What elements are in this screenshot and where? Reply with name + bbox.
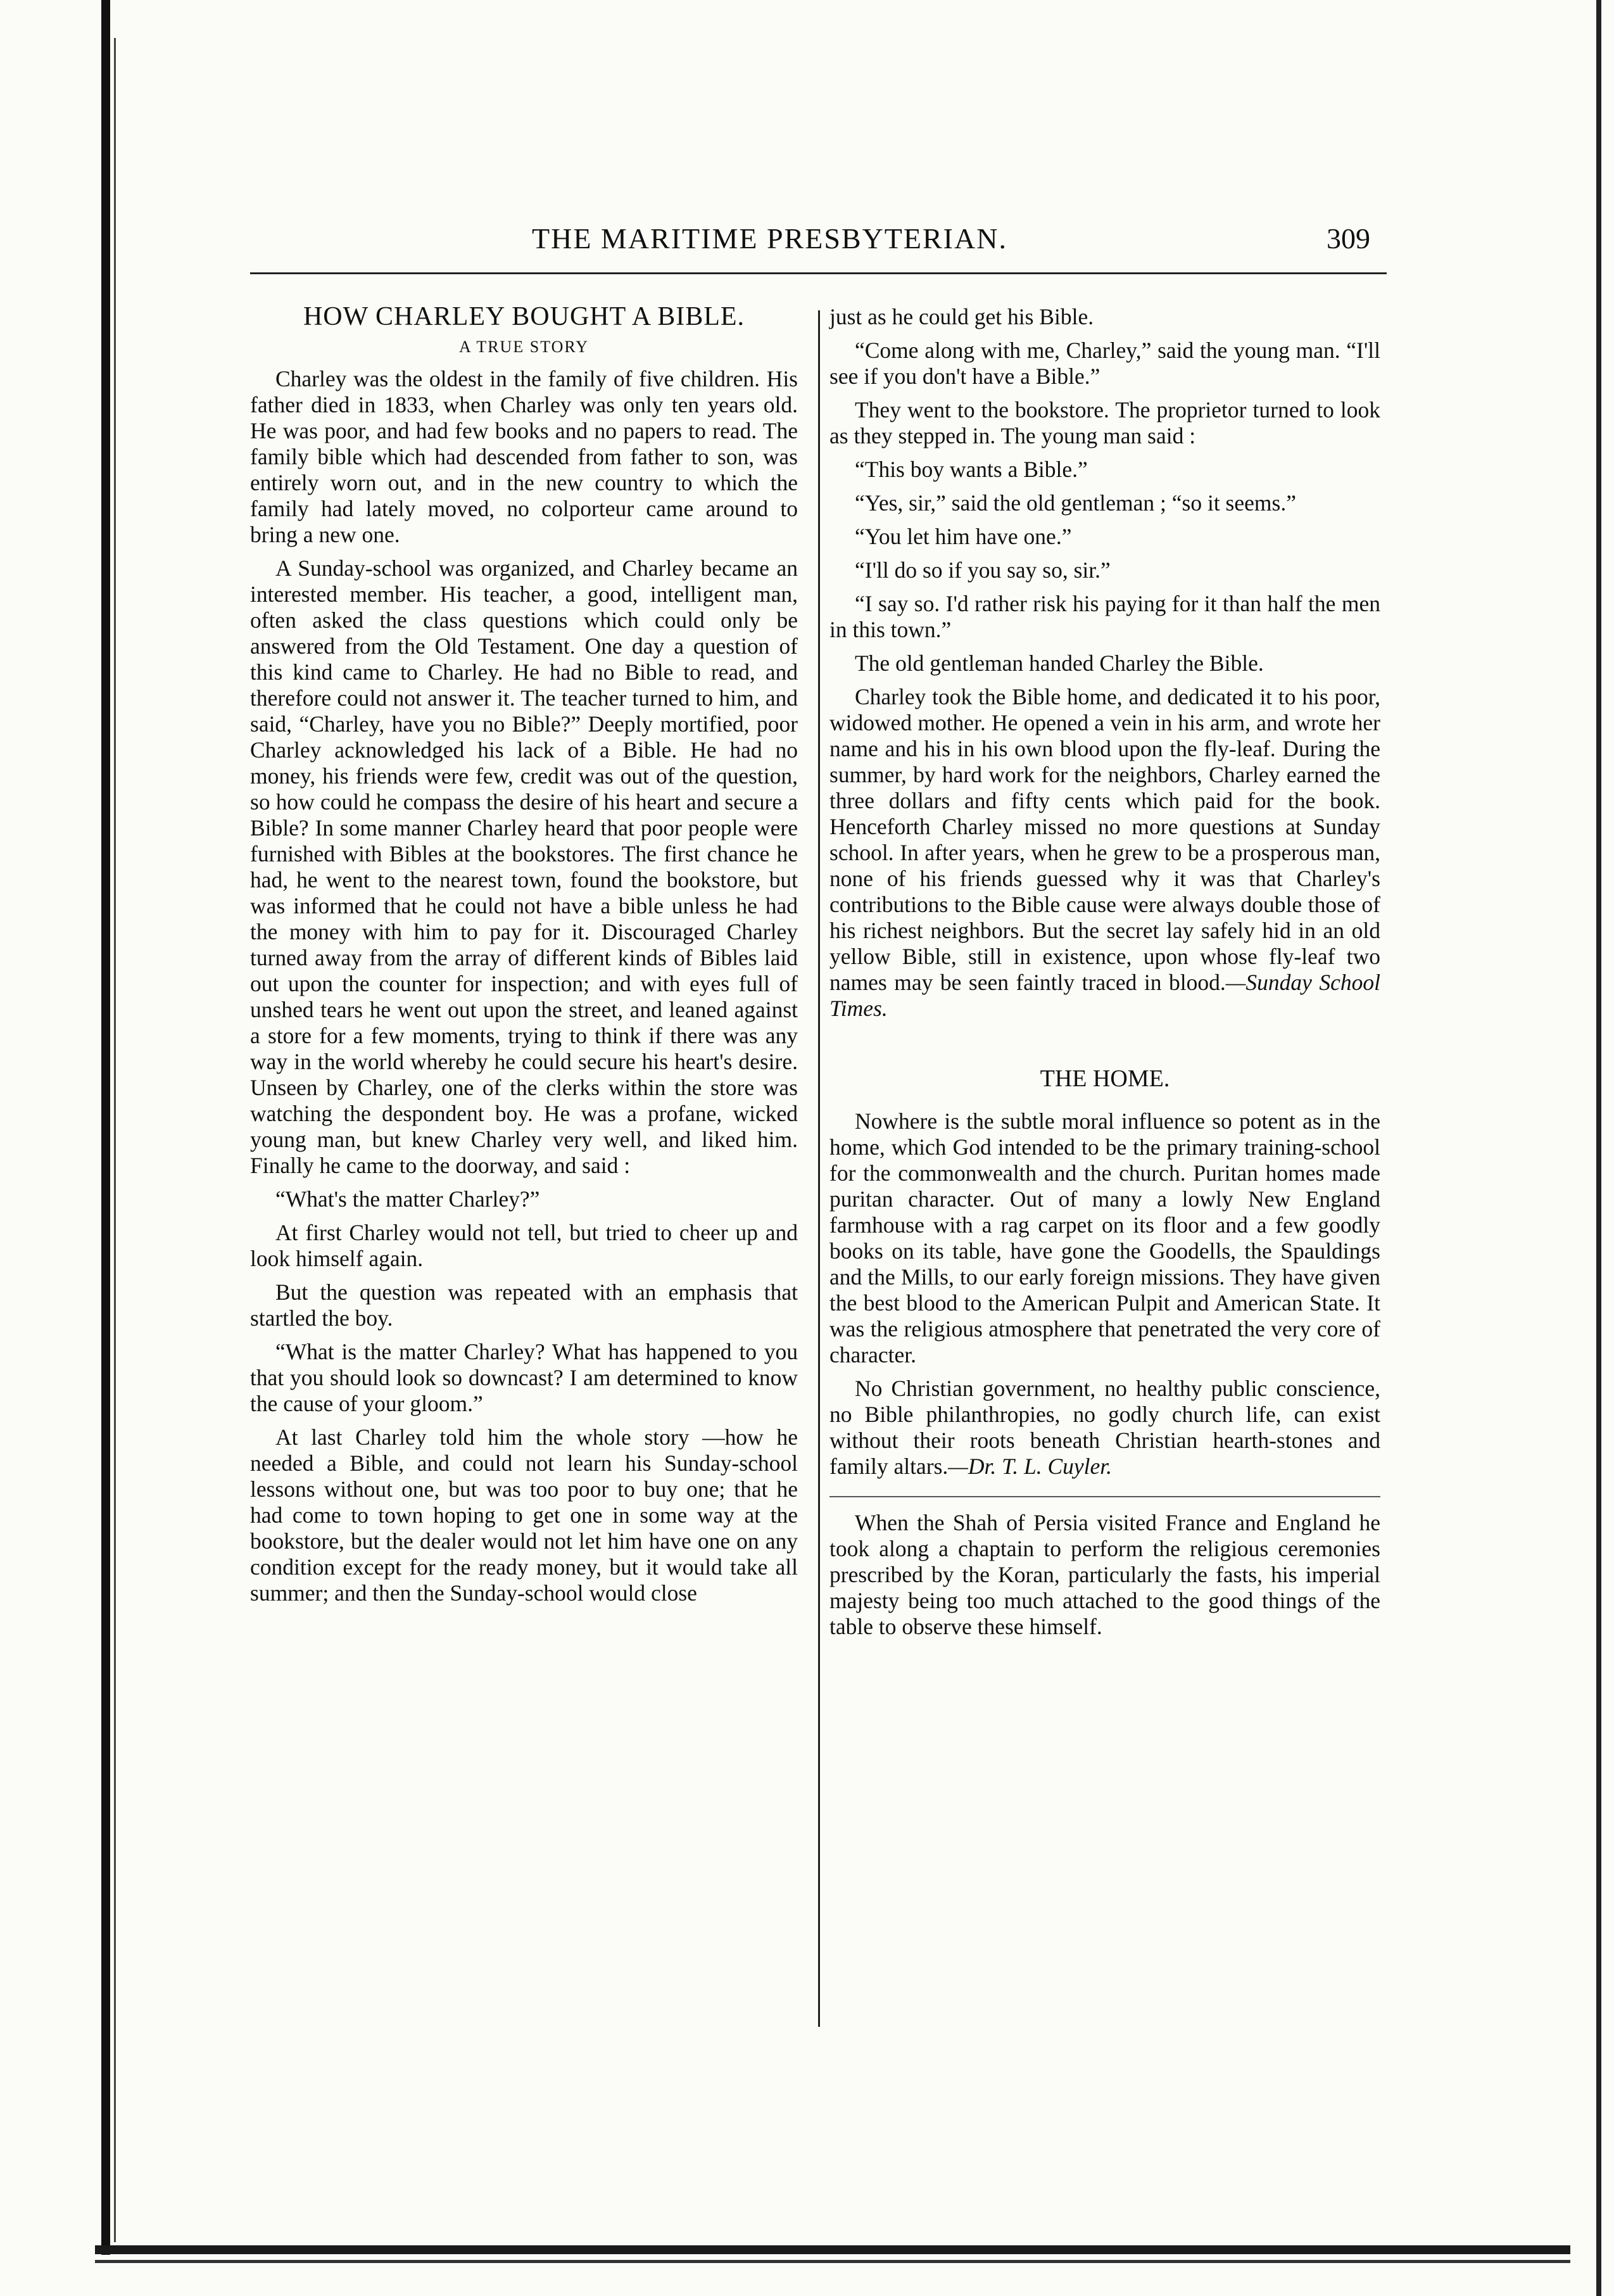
paragraph: At first Charley would not tell, but tried to cheer up and look himself again. xyxy=(250,1220,798,1271)
paragraph: “I'll do so if you say so, sir.” xyxy=(855,557,1111,583)
paragraph: “This boy wants a Bible.” xyxy=(855,457,1088,482)
paragraph: At last Charley told him the whole story —how he needed a Bible, and could not learn his Sunday-school lessons without one, but was too poor to buy one; that he had come to town hoping to get one in some way at the bookstore, but the dealer would not let him have one on any condition except for the ready money, but it would take all summer; and then the Sunday-school would close xyxy=(250,1424,798,1606)
source-credit: —Sunday School Times. xyxy=(829,970,1380,1021)
paragraph: “What is the matter Charley? What has happened to you that you should look so downcast? I am determined to know the cause of your gloom.” xyxy=(250,1339,798,1416)
binding-line-left xyxy=(114,38,116,2242)
paragraph: When the Shah of Persia visited France and England he took along a chaptain to perform the religious ceremonies prescribed by the Koran, particularly the fasts, his imperial majesty being too much attached to the good things of the table to observe these himself. xyxy=(829,1510,1380,1639)
running-title: THE MARITIME PRESBYTERIAN. xyxy=(532,222,1007,255)
page-edge-right xyxy=(1596,0,1601,2296)
bottom-border-thin xyxy=(95,2260,1570,2263)
column-divider xyxy=(818,310,820,2027)
section-title: THE HOME. xyxy=(1040,1065,1170,1092)
paragraph: “Come along with me, Charley,” said the young man. “I'll see if you don't have a Bible.” xyxy=(829,338,1380,389)
paragraph: “You let him have one.” xyxy=(855,524,1072,549)
column-right xyxy=(829,304,1380,1647)
paragraph: “What's the matter Charley?” xyxy=(275,1186,540,1212)
article-subtitle: A TRUE STORY xyxy=(458,338,589,356)
paragraph: They went to the bookstore. The proprietor turned to look as they stepped in. The young man said : xyxy=(829,397,1380,448)
paragraph: “Yes, sir,” said the old gentleman ; “so it seems.” xyxy=(855,490,1296,516)
column-left xyxy=(250,304,798,1614)
header-rule xyxy=(250,272,1387,274)
bottom-border xyxy=(95,2245,1570,2254)
paragraph: The old gentleman handed Charley the Bible. xyxy=(855,650,1264,676)
paragraph-text: No Christian government, no healthy public conscience, no Bible philanthropies, no godly church life, can exist without their roots beneath Christian hearth-stones and family altars. xyxy=(829,1376,1380,1479)
paragraph: Charley was the oldest in the family of five children. His father died in 1833, when Charley was only ten years old. He was poor, and had few books and no papers to read. The family bible which had descended from father to son, was entirely worn out, and in the new country to which the family had lately moved, no colporteur came around to bring a new one. xyxy=(250,366,798,547)
paragraph: Nowhere is the subtle moral influence so potent as in the home, which God intended to be the primary training-school for the commonwealth and the church. Puritan homes made puritan character. Out of many a lowly New England farmhouse with a rag carpet on its floor and a few goodly books on its table, have gone the Goodells, the Spauldings and the Mills, to our early foreign missions. They have given the best blood to the American Pulpit and American State. It was the religious atmosphere that penetrated the very core of character. xyxy=(829,1108,1380,1367)
separator-rule xyxy=(829,1496,1380,1497)
paragraph: A Sunday-school was organized, and Charley became an interested member. His teacher, a good, intelligent man, often asked the class questions which could only be answered from the Old Testament. One day a question of this kind came to Charley. He had no Bible to read, and therefore could not answer it. The teacher turned to him, and said, “Charley, have you no Bible?” Deeply mortified, poor Charley acknowledged his lack of a Bible. He had no money, his friends were few, credit was out of the question, so how could he compass the desire of his heart and secure a Bible? In some manner Charley heard that poor people were furnished with Bibles at the bookstores. The first chance he had, he went to the nearest town, found the bookstore, but was informed that he could not have a bible unless he had the money with him to pay for it. Discouraged Charley turned away from the array of different kinds of Bibles laid out upon the counter for inspection; and with eyes full of unshed tears he went out upon the street, and leaned against a store for a few moments, trying to think if there was any way in the world whereby he could secure his heart's desire. Unseen by Charley, one of the clerks within the store was watching the despondent boy. He was a profane, wicked young man, but knew Charley very well, and liked him. Finally he came to the doorway, and said : xyxy=(250,555,798,1178)
binding-shadow-left xyxy=(101,0,110,2255)
source-credit: —Dr. T. L. Cuyler. xyxy=(948,1454,1113,1479)
page-number: 309 xyxy=(1327,222,1370,255)
paragraph: “I say so. I'd rather risk his paying for it than half the men in this town.” xyxy=(829,591,1380,642)
article-title: HOW CHARLEY BOUGHT A BIBLE. xyxy=(303,302,745,331)
paragraph xyxy=(829,1376,1380,1480)
paragraph xyxy=(829,684,1380,1022)
paragraph: just as he could get his Bible. xyxy=(829,304,1094,329)
paragraph-text: Charley took the Bible home, and dedicated it to his poor, widowed mother. He opened a vein in his arm, and wrote her name and his in his own blood upon the fly-leaf. During the summer, by hard work for the neighbors, Charley earned the three dollars and fifty cents which paid for the book. Henceforth Charley missed no more questions at Sunday school. In after years, when he grew to be a prosperous man, none of his friends guessed why it was that Charley's contributions to the Bible cause were always double those of his richest neighbors. But the secret lay safely hid in an old yellow Bible, still in existence, upon whose fly-leaf two names may be seen faintly traced in blood. xyxy=(829,684,1380,995)
paragraph: But the question was repeated with an emphasis that startled the boy. xyxy=(250,1279,798,1331)
